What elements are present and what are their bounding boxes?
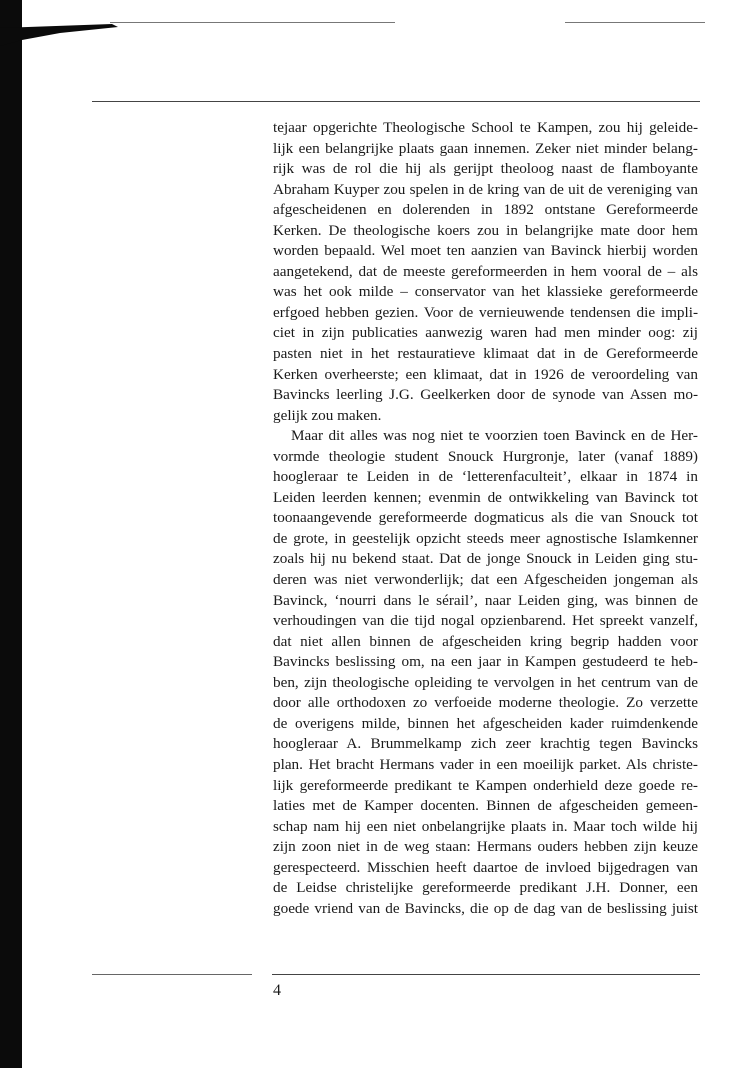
text-line: de Leidse christelijke gereformeerde predikant J.H. Donner, een: [273, 879, 698, 897]
text-line: Kerken. De theologische koers zou in belangrijke mate door hem: [273, 221, 698, 239]
text-line: dat niet allen binnen de afgescheiden kring begrip hadden voor: [273, 632, 698, 650]
text-line: goede vriend van de Bavincks, die op de dag van de beslissing juist: [273, 899, 698, 917]
text-line: lijk een belangrijke plaats gaan innemen. Zeker niet minder belang-: [273, 139, 698, 157]
body-text: [273, 118, 698, 919]
footer-rule-right: [272, 974, 700, 975]
text-line: de grote, in geestelijk opzicht steeds meer agnostische Islamkenner: [273, 529, 698, 547]
scan-edge-shadow: [0, 0, 22, 1068]
text-line: gerespecteerd. Misschien heeft daartoe de invloed bijgedragen van: [273, 858, 698, 876]
text-line: worden bepaald. Wel moet ten aanzien van Bavinck hierbij worden: [273, 242, 698, 260]
text-line: hoogleraar A. Brummelkamp zich zeer krachtig tegen Bavincks: [273, 735, 698, 753]
text-line: plan. Het bracht Hermans vader in een moeilijk parket. Als christe-: [273, 755, 698, 773]
text-line: Maar dit alles was nog niet te voorzien toen Bavinck en de Her-: [291, 427, 698, 445]
text-line: Kerken overheerste; een klimaat, dat in 1926 de veroordeling van: [273, 365, 698, 383]
text-line: zoals hij nu bekend staat. Dat de jonge Snouck in Leiden ging stu-: [273, 550, 698, 568]
text-line: schap nam hij een niet onbelangrijke plaats in. Maar toch wilde hij: [273, 817, 698, 835]
text-line: afgescheidenen en dolerenden in 1892 ontstane Gereformeerde: [273, 201, 698, 219]
top-scan-rule-left: [110, 22, 395, 23]
text-line: gelijk zou maken.: [273, 406, 382, 424]
text-line: vormde theologie student Snouck Hurgronje, later (vanaf 1889): [273, 447, 698, 465]
text-line: verhoudingen van die tijd nogal opzienbarend. Het spreekt vanzelf,: [273, 612, 698, 630]
text-line: was het ook milde – conservator van het klassieke gereformeerde: [273, 283, 698, 301]
text-line: aangetekend, dat de meeste gereformeerden in hem vooral de – als: [273, 262, 698, 280]
text-line: Leiden leerden kennen; evenmin de ontwikkeling van Bavinck tot: [273, 488, 698, 506]
text-line: Abraham Kuyper zou spelen in de kring van de uit de vereniging van: [273, 180, 698, 198]
text-line: Bavinck, ‘nourri dans le sérail’, naar Leiden ging, was binnen de: [273, 591, 698, 609]
text-line: zijn zoon niet in de weg staan: Hermans ouders hebben zijn keuze: [273, 838, 698, 856]
text-line: rijk was de rol die hij als gerijpt theoloog naast de flamboyante: [273, 160, 698, 178]
text-line: tejaar opgerichte Theologische School te Kampen, zou hij geleide-: [273, 119, 698, 136]
scan-corner-mark: [0, 24, 120, 46]
header-rule: [92, 101, 700, 102]
text-line: door alle orthodoxen zo verfoeide moderne theologie. Zo verzette: [273, 694, 698, 712]
text-line: ciet in zijn publicaties aanwezig waren had men minder oog: zij: [273, 324, 698, 342]
text-line: lijk gereformeerde predikant te Kampen onderhield deze goede re-: [273, 776, 698, 794]
text-line: de overigens milde, binnen het afgescheiden kader ruimdenkende: [273, 714, 698, 732]
text-line: toonaangevende gereformeerde dogmaticus als die van Snouck tot: [273, 509, 698, 527]
text-line: Bavincks leerling J.G. Geelkerken door de synode van Assen mo-: [273, 386, 698, 404]
top-scan-rule-right: [565, 22, 705, 23]
footer-rule-left: [92, 974, 252, 975]
text-line: Bavincks beslissing om, na een jaar in Kampen gestudeerd te heb-: [273, 653, 698, 671]
text-line: deren was niet verwonderlijk; dat een Afgescheiden jongeman als: [273, 571, 698, 589]
text-line: pasten niet in het restauratieve klimaat dat in de Gereformeerde: [273, 345, 698, 363]
text-line: hoogleraar te Leiden in de ‘letterenfaculteit’, elkaar in 1874 in: [273, 468, 698, 486]
page-number: 4: [273, 982, 281, 999]
text-line: laties met de Kamper docenten. Binnen de afgescheiden gemeen-: [273, 797, 698, 815]
text-line: erfgoed hebben gezien. Voor de vernieuwende tendensen die impli-: [273, 303, 698, 321]
text-line: ben, zijn theologische opleiding te vervolgen in het centrum van de: [273, 673, 698, 691]
